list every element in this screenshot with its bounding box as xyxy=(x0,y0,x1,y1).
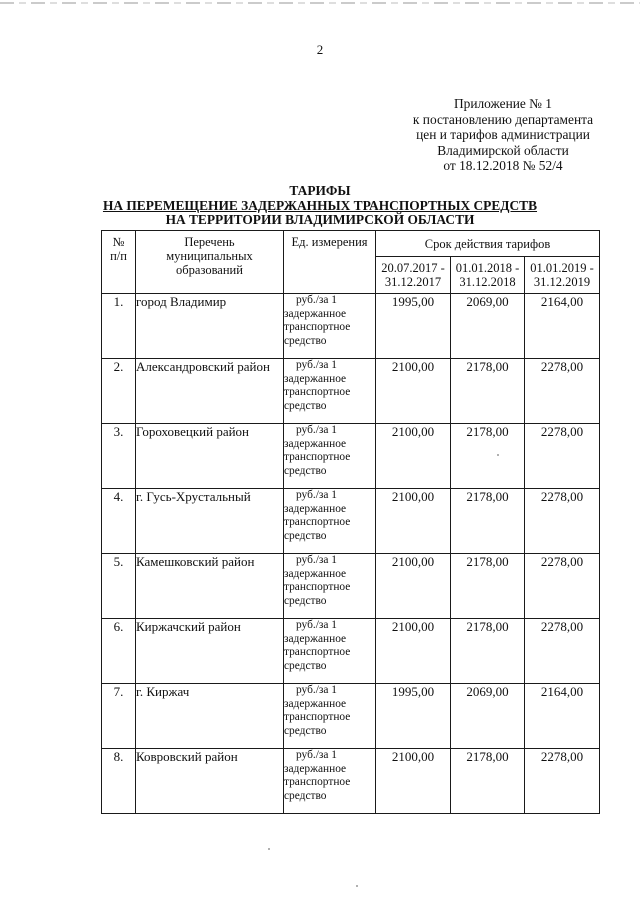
tariff-2017: 2100,00 xyxy=(376,424,451,489)
table-header-row xyxy=(102,231,600,257)
unit-line: руб./за 1 xyxy=(296,489,337,501)
period-line: 20.07.2017 - xyxy=(381,261,445,275)
tariff-2017: 2100,00 xyxy=(376,359,451,424)
unit-line: задержанное xyxy=(284,307,347,320)
unit-cell xyxy=(284,619,376,684)
header-period-1 xyxy=(376,257,451,294)
tariff-2017: 2100,00 xyxy=(376,619,451,684)
title-line-3: НА ТЕРРИТОРИИ ВЛАДИМИРСКОЙ ОБЛАСТИ xyxy=(165,212,475,227)
unit-cell xyxy=(284,424,376,489)
scan-edge-artifact xyxy=(0,2,640,4)
document-title xyxy=(0,184,640,228)
tariff-2018: 2178,00 xyxy=(451,489,525,554)
municipality-name: Киржачский район xyxy=(136,619,284,684)
unit-line: транспортное xyxy=(284,516,351,528)
unit-cell xyxy=(284,359,376,424)
unit-cell xyxy=(284,749,376,814)
unit-line: средство xyxy=(284,399,327,412)
row-number: 8. xyxy=(102,749,136,814)
title-line-2: НА ПЕРЕМЕЩЕНИЕ ЗАДЕРЖАННЫХ ТРАНСПОРТНЫХ СРЕДСТВ xyxy=(102,197,538,213)
row-number: 4. xyxy=(102,489,136,554)
unit-line: средство xyxy=(284,789,327,802)
unit-line: средство xyxy=(284,594,327,607)
unit-line: транспортное xyxy=(284,711,351,723)
tariff-2019: 2278,00 xyxy=(525,749,600,814)
period-line: 31.12.2017 xyxy=(384,275,442,289)
unit-line: руб./за 1 xyxy=(296,684,337,696)
municipality-name: город Владимир xyxy=(136,294,284,359)
header-period-2 xyxy=(451,257,525,294)
unit-line: руб./за 1 xyxy=(296,554,337,566)
tariff-2017: 2100,00 xyxy=(376,554,451,619)
appendix-line: Владимирской области xyxy=(437,142,569,158)
tariff-2018: 2178,00 xyxy=(451,554,525,619)
tariff-2018: 2178,00 xyxy=(451,359,525,424)
header-unit: Ед. измерения xyxy=(284,231,376,294)
period-line: 31.12.2018 xyxy=(459,275,516,289)
unit-line: транспортное xyxy=(284,451,351,463)
unit-line: задержанное xyxy=(284,632,347,645)
unit-line: задержанное xyxy=(284,437,347,450)
table-row xyxy=(102,424,600,489)
appendix-line: Приложение № 1 xyxy=(453,96,553,111)
tariff-2019: 2278,00 xyxy=(525,359,600,424)
tariff-2019: 2164,00 xyxy=(525,684,600,749)
appendix-line: цен и тарифов администрации xyxy=(416,127,590,142)
unit-line: задержанное xyxy=(284,762,347,775)
header-list-line: Перечень xyxy=(184,235,235,249)
header-period: Срок действия тарифов xyxy=(376,231,600,257)
tariff-2017: 2100,00 xyxy=(376,489,451,554)
municipality-name: Ковровский район xyxy=(136,749,284,814)
header-period-3 xyxy=(525,257,600,294)
period-line: 01.01.2019 - xyxy=(530,261,594,275)
appendix-line: к постановлению департамента xyxy=(412,111,594,127)
row-number: 3. xyxy=(102,424,136,489)
tariff-2018: 2069,00 xyxy=(451,684,525,749)
municipality-name: Гороховецкий район xyxy=(136,424,284,489)
row-number: 7. xyxy=(102,684,136,749)
tariff-2019: 2278,00 xyxy=(525,619,600,684)
appendix-block xyxy=(400,96,606,174)
tariff-2017: 2100,00 xyxy=(376,749,451,814)
row-number: 1. xyxy=(102,294,136,359)
municipality-name: Камешковский район xyxy=(136,554,284,619)
tariff-2019: 2164,00 xyxy=(525,294,600,359)
tariff-2017: 1995,00 xyxy=(376,684,451,749)
tariff-2018: 2178,00 xyxy=(451,749,525,814)
header-municipalities xyxy=(136,231,284,294)
unit-line: задержанное xyxy=(284,697,347,710)
unit-cell xyxy=(284,684,376,749)
unit-line: руб./за 1 xyxy=(296,619,337,631)
scan-speck xyxy=(497,454,499,456)
table-row xyxy=(102,749,600,814)
unit-line: задержанное xyxy=(284,502,347,515)
unit-line: руб./за 1 xyxy=(296,294,337,306)
unit-line: транспортное xyxy=(284,776,351,788)
header-list-line: образований xyxy=(176,263,243,277)
table-row xyxy=(102,294,600,359)
unit-line: руб./за 1 xyxy=(296,359,337,371)
unit-line: транспортное xyxy=(284,646,351,658)
page-number: 2 xyxy=(316,42,324,57)
unit-line: транспортное xyxy=(284,386,351,398)
period-line: 31.12.2019 xyxy=(533,275,591,289)
tariff-2018: 2178,00 xyxy=(451,619,525,684)
unit-cell xyxy=(284,294,376,359)
header-number-line: п/п xyxy=(110,249,127,263)
header-number xyxy=(102,231,136,294)
appendix-line: от 18.12.2018 № 52/4 xyxy=(443,158,563,173)
tariff-2019: 2278,00 xyxy=(525,424,600,489)
unit-line: задержанное xyxy=(284,372,347,385)
unit-line: средство xyxy=(284,464,327,477)
unit-line: руб./за 1 xyxy=(296,424,337,436)
scan-speck xyxy=(268,848,270,850)
table-row xyxy=(102,554,600,619)
unit-line: транспортное xyxy=(284,581,351,593)
header-list-line: муниципальных xyxy=(166,249,253,263)
title-line-1: ТАРИФЫ xyxy=(289,183,351,198)
unit-line: средство xyxy=(284,529,327,542)
tariff-2017: 1995,00 xyxy=(376,294,451,359)
unit-line: средство xyxy=(284,659,327,672)
table-row xyxy=(102,359,600,424)
municipality-name: г. Гусь-Хрустальный xyxy=(136,489,284,554)
unit-line: транспортное xyxy=(284,321,351,333)
unit-line: средство xyxy=(284,334,327,347)
unit-cell xyxy=(284,489,376,554)
tariff-2019: 2278,00 xyxy=(525,489,600,554)
tariff-2018: 2178,00 xyxy=(451,424,525,489)
tariff-2018: 2069,00 xyxy=(451,294,525,359)
unit-cell xyxy=(284,554,376,619)
table-row xyxy=(102,489,600,554)
row-number: 6. xyxy=(102,619,136,684)
scan-speck xyxy=(356,885,358,887)
header-number-line: № xyxy=(112,235,125,249)
period-line: 01.01.2018 - xyxy=(455,261,520,275)
unit-line: средство xyxy=(284,724,327,737)
municipality-name: Александровский район xyxy=(136,359,284,424)
table-row xyxy=(102,684,600,749)
tariffs-table xyxy=(101,230,600,814)
unit-line: руб./за 1 xyxy=(296,749,337,761)
unit-line: задержанное xyxy=(284,567,347,580)
row-number: 5. xyxy=(102,554,136,619)
table-row xyxy=(102,619,600,684)
tariff-2019: 2278,00 xyxy=(525,554,600,619)
row-number: 2. xyxy=(102,359,136,424)
municipality-name: г. Киржач xyxy=(136,684,284,749)
